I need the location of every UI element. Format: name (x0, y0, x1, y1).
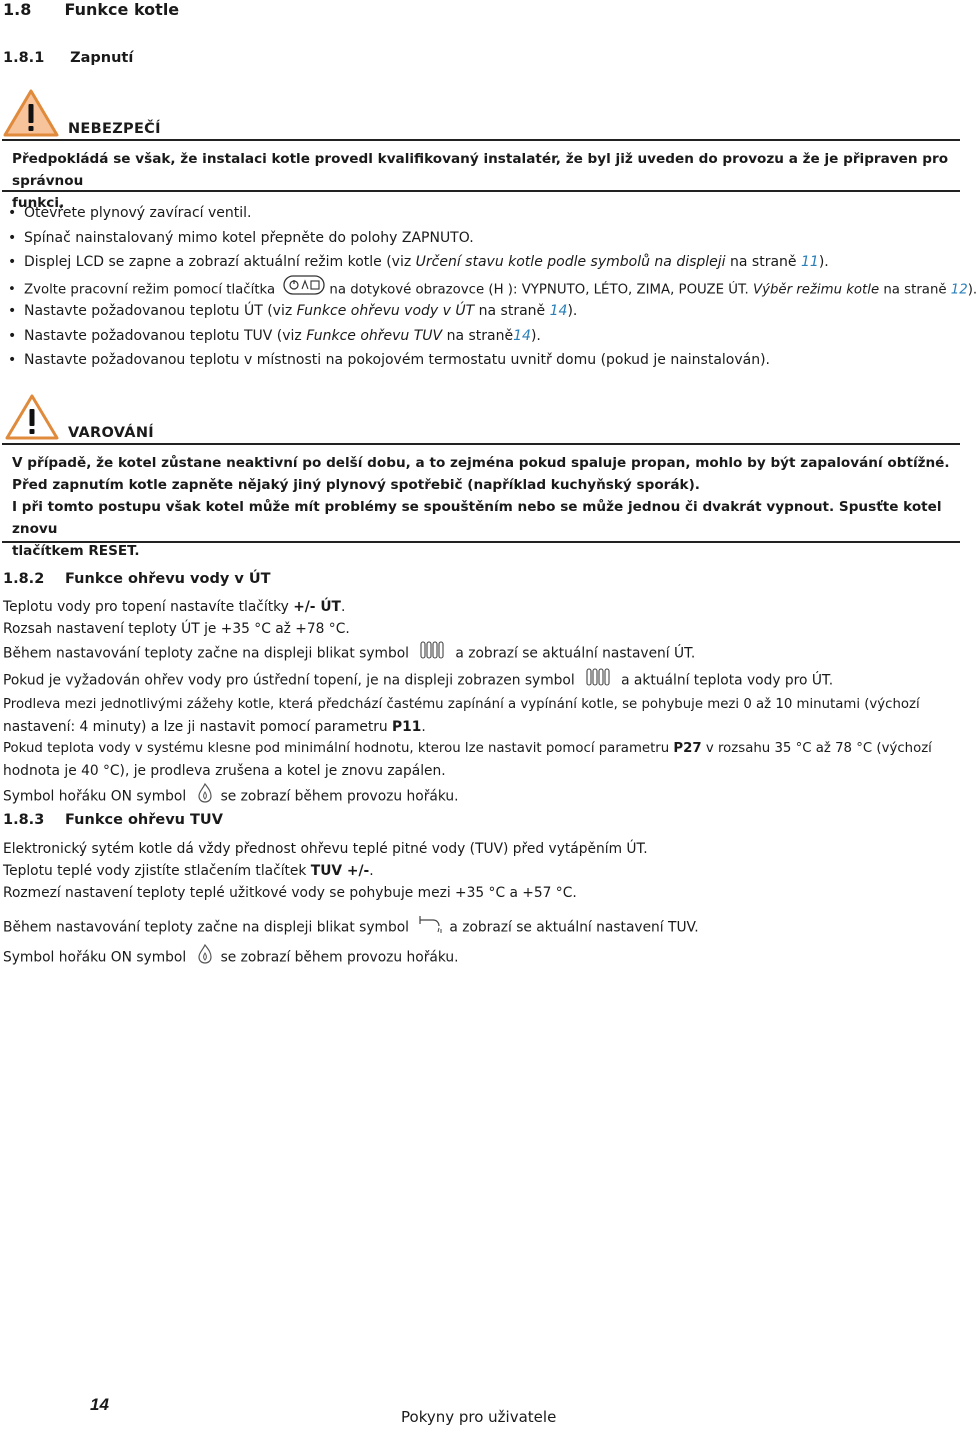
paragraph: Během nastavování teploty začne na displeji blikat symbol a zobrazí se aktuální nastavení TUV. (3, 912, 699, 943)
paragraph: Symbol hořáku ON symbol se zobrazí během provozu hořáku. (3, 782, 932, 811)
paragraph: Rozmezí nastavení teploty teplé užitkové vody se pohybuje mezi +35 °C a +57 °C. (3, 885, 577, 901)
dhw-paragraphs (3, 838, 699, 972)
page-link[interactable]: 14 (513, 327, 531, 344)
page-link[interactable]: 14 (549, 303, 568, 319)
paragraph: Pokud teplota vody v systému klesne pod minimální hodnotu, kterou lze nastavit pomocí parametru P27 v rozsahu 35 °C až 78 °C (výchozí hodnota je 40 °C), je prodleva zrušena a kotel je znovu zapálen. (3, 741, 932, 779)
page-number: 14 (90, 1395, 109, 1414)
page-link[interactable]: 12 (950, 282, 968, 297)
flame-icon (197, 943, 213, 972)
section-heading (3, 0, 179, 19)
subsection-heading-uth: 1.8.2 Funkce ohřevu vody v ÚT (3, 571, 271, 587)
tap-icon (417, 912, 443, 943)
list-item: • Otevřete plynový zavírací ventil. (8, 205, 252, 221)
paragraph: Prodleva mezi jednotlivými zážehy kotle, která předchází častému zapínání a vypínání kotle, se pohybuje mezi 0 až 10 minutami (výchozí nastavení: 4 minuty) a lze ji nastavit pomocí parametru P11. (3, 697, 920, 735)
startup-steps-list (8, 201, 977, 373)
warning-text: V případě, že kotel zůstane neaktivní po delší dobu, a to zejména pokud spaluje propan, mohlo by být zapalování obtížné. Před zapnutím kotle zapněte nějaký jiný plynový spotřebič (například kuchyňský sporák). I při tomto postupu však kotel může mít problémy se spouštěním nebo se může jednou či dvakrát vypnout. Spusťte kotel znovu tlačítkem RESET. (12, 455, 950, 559)
danger-warning-icon (2, 88, 60, 142)
radiator-icon (585, 667, 613, 694)
section-number: 1.8 (3, 0, 32, 19)
paragraph: Rozsah nastavení teploty ÚT je +35 °C až +78 °C. (3, 621, 350, 637)
warning-label: VAROVÁNÍ (68, 425, 154, 441)
list-item: • Displej LCD se zapne a zobrazí aktuální režim kotle (viz Určení stavu kotle podle symbolů na displeji na straně 11). (8, 254, 829, 270)
flame-icon (197, 782, 213, 811)
page-link[interactable]: 11 (801, 254, 819, 270)
danger-bottom-rule (2, 190, 960, 192)
warning-top-rule (2, 443, 960, 445)
paragraph: Pokud je vyžadován ohřev vody pro ústřední topení, je na displeji zobrazen symbol a aktuální teplota vody pro ÚT. (3, 667, 932, 694)
list-item: • Nastavte požadovanou teplotu v místnosti na pokojovém termostatu uvnitř domu (pokud je nainstalován). (8, 352, 770, 368)
list-item: • Nastavte požadovanou teplotu ÚT (viz Funkce ohřevu vody v ÚT na straně 14). (8, 303, 578, 319)
danger-top-rule (2, 139, 960, 141)
list-item: • Spínač nainstalovaný mimo kotel přepněte do polohy ZAPNUTO. (8, 229, 474, 246)
subsection-number: 1.8.1 (3, 50, 45, 66)
subsection-heading-zapnuti (3, 50, 133, 66)
paragraph: Teplotu vody pro topení nastavíte tlačítky +/- ÚT. (3, 599, 346, 615)
heating-paragraphs (3, 596, 932, 811)
danger-text-line: Předpokládá se však, že instalaci kotle provedl kvalifikovaný instalatér, že byl již uveden do provozu a že je připraven pro správnou (12, 151, 949, 189)
section-title: Funkce kotle (64, 0, 180, 19)
danger-label: NEBEZPEČÍ (68, 121, 161, 137)
paragraph: Symbol hořáku ON symbol se zobrazí během provozu hořáku. (3, 943, 699, 972)
paragraph: Teplotu teplé vody zjistíte stlačením tlačítek TUV +/-. (3, 863, 374, 879)
list-item: • Nastavte požadovanou teplotu TUV (viz Funkce ohřevu TUV na straně14). (8, 327, 541, 344)
warning-bottom-rule (2, 541, 960, 543)
subsection-title: Zapnutí (70, 50, 134, 66)
paragraph: Během nastavování teploty začne na displeji blikat symbol a zobrazí se aktuální nastavení ÚT. (3, 640, 932, 667)
danger-text-line: funkci. (12, 195, 65, 211)
footer-title: Pokyny pro uživatele (401, 1408, 557, 1426)
subsection-heading-tuv: 1.8.3 Funkce ohřevu TUV (3, 812, 223, 828)
warning-icon (4, 393, 60, 445)
radiator-icon (419, 640, 447, 667)
paragraph: Elektronický sytém kotle dá vždy přednost ohřevu teplé pitné vody (TUV) před vytápěním ÚT. (3, 841, 648, 857)
list-item: • Zvolte pracovní režim pomocí tlačítka na dotykové obrazovce (H ): VYPNUTO, LÉTO, ZIMA, POUZE ÚT. Výběr režimu kotle na straně 12). (8, 275, 977, 300)
